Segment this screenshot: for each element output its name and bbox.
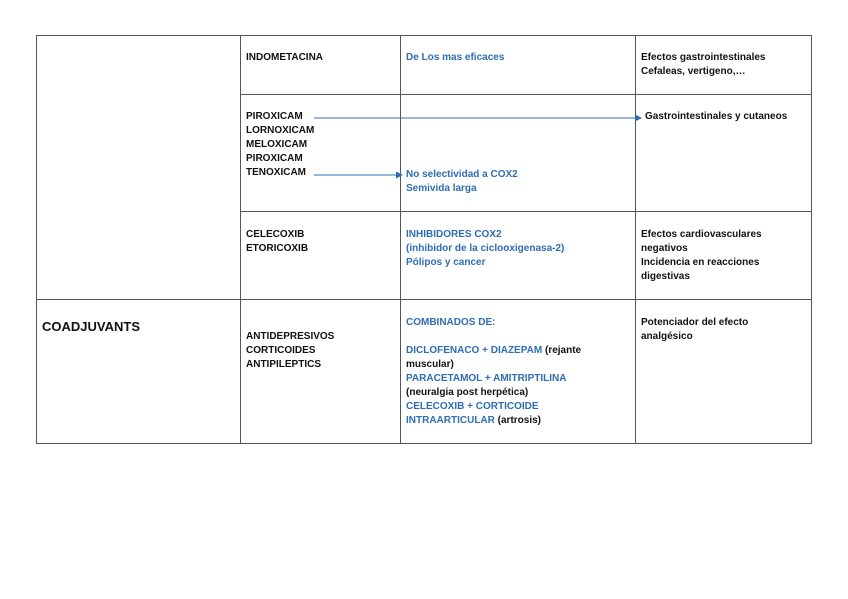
combos-header: COMBINADOS DE:: [406, 317, 496, 328]
drug-name: CORTICOIDES: [246, 345, 316, 356]
row4-notes: [406, 316, 581, 428]
note-line: (inhibidor de la ciclooxigenasa-2): [406, 243, 565, 254]
combo-line: [406, 358, 581, 372]
drug-name: ANTIDEPRESIVOS: [246, 331, 335, 342]
row3-drugs: [246, 228, 308, 256]
category-label: COADJUVANTS: [42, 319, 140, 334]
row2-notes: [406, 168, 518, 196]
note-line: Pólipos y cancer: [406, 257, 486, 268]
row4-category: [42, 320, 140, 334]
drug-name: PIROXICAM: [246, 111, 303, 122]
note-line: De Los mas eficaces: [406, 52, 505, 63]
effect-line: digestivas: [641, 271, 690, 282]
combo-line: [406, 400, 581, 414]
effect-line: Efectos cardiovasculares: [641, 229, 762, 240]
combo-drugs: DICLOFENACO + DIAZEPAM: [406, 345, 543, 356]
effect-line: Incidencia en reacciones: [641, 257, 760, 268]
effect-line: Cefaleas, vertigeno,…: [641, 66, 746, 77]
effect-line: analgésico: [641, 331, 693, 342]
effect-line: Efectos gastrointestinales: [641, 52, 766, 63]
combo-note: (artrosis): [494, 415, 542, 426]
combo-line: [406, 414, 581, 428]
combo-line: [406, 344, 581, 358]
combo-line: [406, 372, 581, 386]
drug-name: MELOXICAM: [246, 139, 308, 150]
row3-notes: [406, 228, 564, 270]
combo-drugs: CELECOXIB + CORTICOIDE: [406, 401, 539, 412]
effect-line: Gastrointestinales y cutaneos: [645, 111, 788, 122]
effect-line: Potenciador del efecto: [641, 317, 749, 328]
row1-effects: [641, 51, 765, 79]
drug-name: CELECOXIB: [246, 229, 305, 240]
combo-note: (rejante: [542, 345, 582, 356]
combo-drugs: INTRAARTICULAR: [406, 415, 495, 426]
combo-drugs: PARACETAMOL + AMITRIPTILINA: [406, 373, 567, 384]
combo-note: muscular): [406, 359, 454, 370]
row2-effects: [645, 110, 787, 124]
note-line: Semivida larga: [406, 183, 477, 194]
combo-line: [406, 386, 581, 400]
row4-drugs: [246, 330, 334, 372]
drug-name: ANTIPILEPTICS: [246, 359, 322, 370]
row1-drugs: [246, 51, 323, 65]
combo-note: (neuralgia post herpética): [406, 387, 529, 398]
note-line: INHIBIDORES COX2: [406, 229, 502, 240]
row1-notes: [406, 51, 504, 65]
row2-drugs: [246, 110, 314, 180]
drug-name: INDOMETACINA: [246, 52, 324, 63]
drug-name: PIROXICAM: [246, 153, 303, 164]
drug-name: TENOXICAM: [246, 167, 306, 178]
drug-name: LORNOXICAM: [246, 125, 315, 136]
row4-effects: [641, 316, 748, 344]
row3-effects: [641, 228, 762, 284]
drug-name: ETORICOXIB: [246, 243, 309, 254]
note-line: No selectividad a COX2: [406, 169, 518, 180]
effect-line: negativos: [641, 243, 688, 254]
